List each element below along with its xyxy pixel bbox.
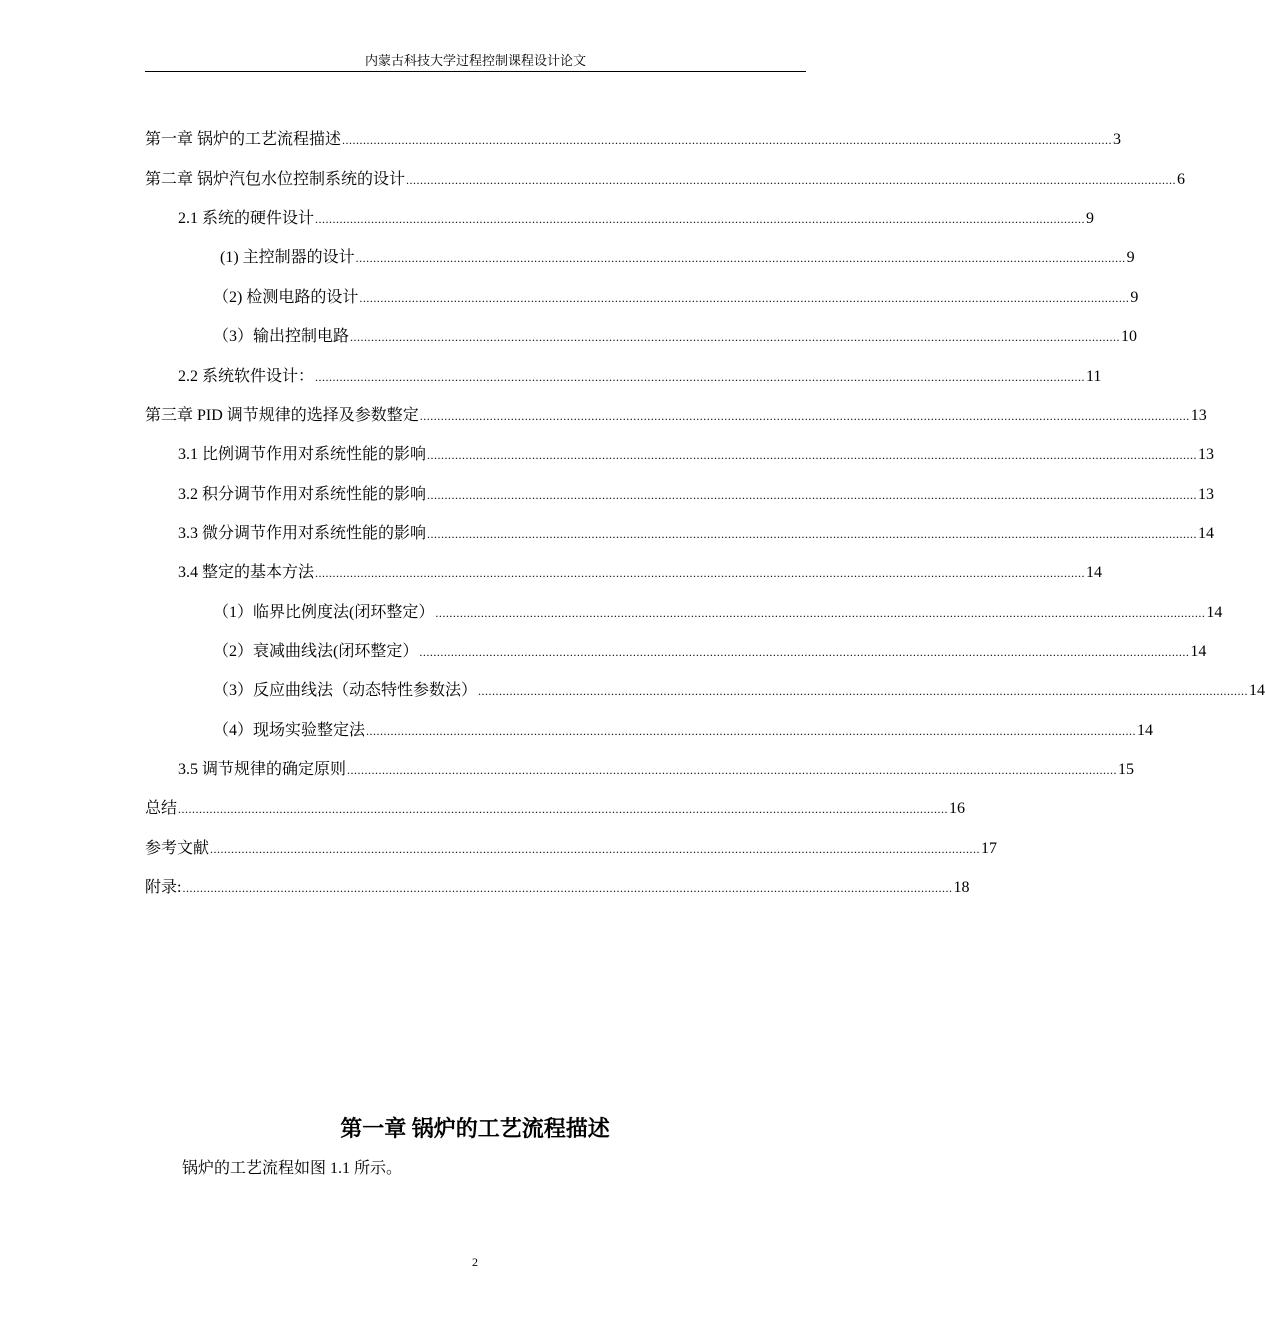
toc-entry-title: （1）临界比例度法(闭环整定） [213,604,435,621]
toc-dot-leader: ............................................................................................................................................................................................................................ [182,881,953,895]
toc-dot-leader: ............................................................................................................................................................................................................................ [178,802,949,816]
toc-entry-section-3-2[interactable] [178,483,1215,507]
toc-entry-item-3-4-3[interactable] [213,679,1265,703]
running-header: 内蒙古科技大学过程控制课程设计论文 [364,53,586,68]
toc-entry-page: 11 [1086,368,1102,385]
toc-entry-title: 3.4 整定的基本方法 [178,564,315,581]
page-number: 2 [472,1255,478,1269]
toc-entry-page: 16 [949,800,966,817]
toc-entry-title: 2.1 系统的硬件设计 [178,210,315,227]
toc-entry-page: 14 [1198,525,1215,542]
toc-entry-title: 参考文献 [145,840,210,857]
toc-entry-page: 9 [1130,289,1139,306]
toc-dot-leader: ............................................................................................................................................................................................................................ [427,488,1198,502]
toc-entry-title: 第二章 锅炉汽包水位控制系统的设计 [145,171,406,188]
toc-dot-leader: ............................................................................................................................................................................................................................ [406,173,1177,187]
toc-entry-page: 14 [1086,564,1103,581]
toc-entry-references[interactable] [145,837,998,861]
toc-entry-page: 9 [1086,210,1095,227]
toc-entry-title: （2) 检测电路的设计 [213,289,359,306]
toc-dot-leader: ............................................................................................................................................................................................................................ [419,645,1190,659]
toc-dot-leader: ............................................................................................................................................................................................................................ [359,291,1130,305]
toc-entry-title: （3）反应曲线法（动态特性参数法） [213,682,478,699]
toc-entry-item-2-1-1[interactable] [220,246,1135,270]
toc-entry-title: 3.5 调节规律的确定原则 [178,761,347,778]
toc-entry-section-3-4[interactable] [178,561,1103,585]
toc-dot-leader: ............................................................................................................................................................................................................................ [355,251,1126,265]
toc-entry-title: 第三章 PID 调节规律的选择及参数整定 [145,407,419,424]
toc-entry-page: 17 [981,840,998,857]
toc-entry-title: 总结 [145,800,178,817]
toc-entry-title: （2）衰减曲线法(闭环整定） [213,643,419,660]
toc-entry-item-2-1-2[interactable] [213,286,1139,310]
toc-entry-page: 10 [1121,328,1138,345]
toc-dot-leader: ............................................................................................................................................................................................................................ [210,842,981,856]
toc-dot-leader: ............................................................................................................................................................................................................................ [478,684,1249,698]
toc-entry-section-3-5[interactable] [178,758,1135,782]
toc-entry-title: (1) 主控制器的设计 [220,249,355,266]
toc-entry-appendix[interactable] [145,876,970,900]
toc-entry-section-2-1[interactable] [178,207,1095,231]
toc-dot-leader: ............................................................................................................................................................................................................................ [427,448,1198,462]
toc-entry-item-2-1-3[interactable] [213,325,1138,349]
toc-entry-title: （3）输出控制电路 [213,328,350,345]
toc-entry-title: 3.1 比例调节作用对系统性能的影响 [178,446,427,463]
toc-entry-page: 13 [1190,407,1207,424]
toc-entry-item-3-4-1[interactable] [213,601,1223,625]
toc-dot-leader: ............................................................................................................................................................................................................................ [427,527,1198,541]
toc-dot-leader: ............................................................................................................................................................................................................................ [419,409,1190,423]
toc-entry-page: 14 [1206,604,1223,621]
toc-entry-title: 第一章 锅炉的工艺流程描述 [145,131,342,148]
toc-entry-page: 13 [1198,446,1215,463]
toc-entry-chapter-3[interactable] [145,404,1207,428]
toc-entry-page: 14 [1190,643,1207,660]
toc-dot-leader: ............................................................................................................................................................................................................................ [315,566,1086,580]
toc-entry-page: 15 [1118,761,1135,778]
toc-entry-section-3-3[interactable] [178,522,1215,546]
toc-dot-leader: ............................................................................................................................................................................................................................ [315,212,1086,226]
toc-entry-title: 3.2 积分调节作用对系统性能的影响 [178,486,427,503]
toc-entry-chapter-2[interactable] [145,168,1186,192]
toc-entry-title: 附录: [145,879,182,896]
toc-dot-leader: ............................................................................................................................................................................................................................ [350,330,1121,344]
toc-entry-page: 18 [953,879,970,896]
toc-dot-leader: ............................................................................................................................................................................................................................ [342,133,1113,147]
toc-entry-page: 14 [1137,722,1154,739]
toc-entry-page: 13 [1198,486,1215,503]
toc-entry-page: 3 [1113,131,1122,148]
toc-entry-page: 6 [1177,171,1186,188]
toc-dot-leader: ............................................................................................................................................................................................................................ [435,606,1206,620]
toc-entry-item-3-4-4[interactable] [213,719,1154,743]
toc-dot-leader: ............................................................................................................................................................................................................................ [347,763,1118,777]
body-paragraph: 锅炉的工艺流程如图 1.1 所示。 [182,1160,403,1177]
toc-entry-page: 9 [1126,249,1135,266]
toc-entry-summary[interactable] [145,797,966,821]
toc-entry-title: （4）现场实验整定法 [213,722,366,739]
toc-dot-leader: ............................................................................................................................................................................................................................ [315,370,1086,384]
toc-entry-page: 14 [1249,682,1265,699]
toc-entry-section-2-2[interactable] [178,365,1102,389]
chapter-heading: 第一章 锅炉的工艺流程描述 [340,1116,610,1141]
toc-entry-section-3-1[interactable] [178,443,1215,467]
toc-entry-title: 2.2 系统软件设计： [178,368,315,385]
toc-dot-leader: ............................................................................................................................................................................................................................ [366,724,1137,738]
toc-entry-chapter-1[interactable] [145,128,1122,152]
toc-entry-title: 3.3 微分调节作用对系统性能的影响 [178,525,427,542]
toc-entry-item-3-4-2[interactable] [213,640,1207,664]
